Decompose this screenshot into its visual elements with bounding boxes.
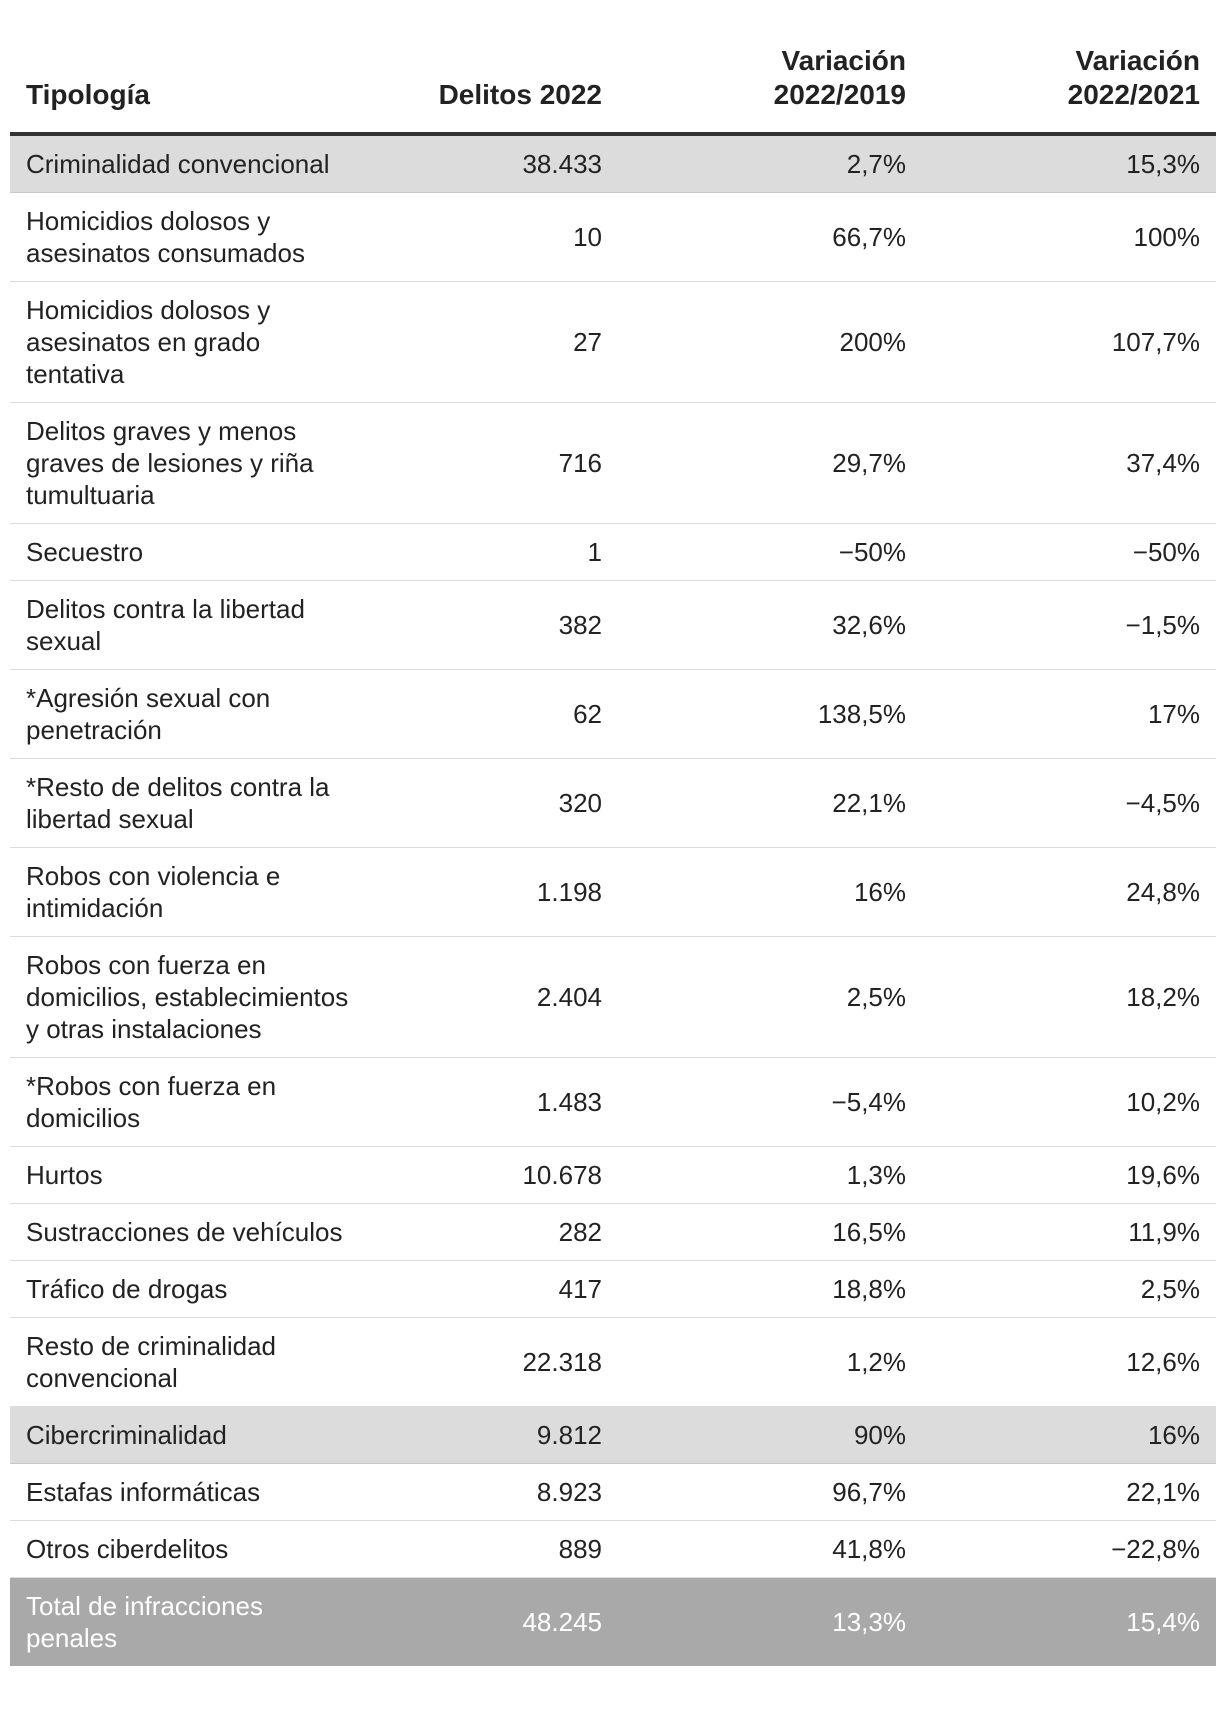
cell-variacion-2022-2019: 96,7% xyxy=(618,1464,922,1521)
group-row xyxy=(10,134,1216,193)
cell-variacion-2022-2021: −22,8% xyxy=(922,1521,1216,1578)
cell-tipologia: Hurtos xyxy=(10,1147,390,1204)
cell-delitos-2022: 1.483 xyxy=(390,1058,618,1147)
cell-variacion-2022-2021: 12,6% xyxy=(922,1318,1216,1407)
table-row xyxy=(10,403,1216,524)
cell-variacion-2022-2019: 1,2% xyxy=(618,1318,922,1407)
cell-tipologia: Tráfico de drogas xyxy=(10,1261,390,1318)
cell-tipologia: Criminalidad convencional xyxy=(10,134,390,193)
cell-variacion-2022-2021: 24,8% xyxy=(922,848,1216,937)
cell-variacion-2022-2021: −4,5% xyxy=(922,759,1216,848)
cell-variacion-2022-2019: 1,3% xyxy=(618,1147,922,1204)
table-row xyxy=(10,193,1216,282)
cell-variacion-2022-2019: −50% xyxy=(618,524,922,581)
cell-tipologia: Homicidios dolosos y asesinatos en grado tentativa xyxy=(10,282,390,403)
table-header xyxy=(10,40,1216,134)
table-row xyxy=(10,581,1216,670)
table-body xyxy=(10,134,1216,1666)
cell-tipologia: Resto de criminalidad convencional xyxy=(10,1318,390,1407)
table-row xyxy=(10,670,1216,759)
header-variacion-2022-2019: Variación 2022/2019 xyxy=(618,40,922,134)
cell-variacion-2022-2021: 19,6% xyxy=(922,1147,1216,1204)
cell-variacion-2022-2019: 66,7% xyxy=(618,193,922,282)
cell-tipologia: Otros ciberdelitos xyxy=(10,1521,390,1578)
table-row xyxy=(10,1318,1216,1407)
cell-variacion-2022-2019: 41,8% xyxy=(618,1521,922,1578)
header-delitos-2022: Delitos 2022 xyxy=(390,40,618,134)
cell-variacion-2022-2019: 18,8% xyxy=(618,1261,922,1318)
cell-delitos-2022: 10 xyxy=(390,193,618,282)
cell-tipologia: Sustracciones de vehículos xyxy=(10,1204,390,1261)
total-row xyxy=(10,1578,1216,1667)
cell-variacion-2022-2019: 29,7% xyxy=(618,403,922,524)
cell-delitos-2022: 10.678 xyxy=(390,1147,618,1204)
table-row xyxy=(10,1204,1216,1261)
table-row xyxy=(10,1261,1216,1318)
cell-variacion-2022-2019: 138,5% xyxy=(618,670,922,759)
cell-variacion-2022-2019: 2,5% xyxy=(618,937,922,1058)
table-row xyxy=(10,848,1216,937)
cell-variacion-2022-2019: 2,7% xyxy=(618,134,922,193)
cell-variacion-2022-2021: 37,4% xyxy=(922,403,1216,524)
cell-delitos-2022: 1.198 xyxy=(390,848,618,937)
cell-delitos-2022: 320 xyxy=(390,759,618,848)
cell-variacion-2022-2021: 15,3% xyxy=(922,134,1216,193)
table-row xyxy=(10,1464,1216,1521)
cell-delitos-2022: 38.433 xyxy=(390,134,618,193)
cell-variacion-2022-2021: −50% xyxy=(922,524,1216,581)
cell-tipologia: Robos con violencia e intimidación xyxy=(10,848,390,937)
cell-variacion-2022-2019: 200% xyxy=(618,282,922,403)
cell-variacion-2022-2019: −5,4% xyxy=(618,1058,922,1147)
header-variacion-2022-2021: Variación 2022/2021 xyxy=(922,40,1216,134)
cell-tipologia: Delitos graves y menos graves de lesiones y riña tumultuaria xyxy=(10,403,390,524)
table-row xyxy=(10,1147,1216,1204)
cell-tipologia: Robos con fuerza en domicilios, establecimientos y otras instalaciones xyxy=(10,937,390,1058)
table-row xyxy=(10,759,1216,848)
cell-delitos-2022: 22.318 xyxy=(390,1318,618,1407)
header-tipologia: Tipología xyxy=(10,40,390,134)
cell-tipologia: Estafas informáticas xyxy=(10,1464,390,1521)
cell-variacion-2022-2019: 32,6% xyxy=(618,581,922,670)
cell-variacion-2022-2021: 107,7% xyxy=(922,282,1216,403)
cell-variacion-2022-2019: 90% xyxy=(618,1407,922,1464)
cell-tipologia: *Resto de delitos contra la libertad sexual xyxy=(10,759,390,848)
cell-delitos-2022: 282 xyxy=(390,1204,618,1261)
cell-delitos-2022: 62 xyxy=(390,670,618,759)
table-row xyxy=(10,1521,1216,1578)
cell-variacion-2022-2021: 15,4% xyxy=(922,1578,1216,1667)
cell-variacion-2022-2021: 17% xyxy=(922,670,1216,759)
cell-variacion-2022-2021: 18,2% xyxy=(922,937,1216,1058)
cell-variacion-2022-2021: 22,1% xyxy=(922,1464,1216,1521)
cell-variacion-2022-2021: 2,5% xyxy=(922,1261,1216,1318)
cell-delitos-2022: 716 xyxy=(390,403,618,524)
cell-tipologia: Total de infracciones penales xyxy=(10,1578,390,1667)
cell-delitos-2022: 9.812 xyxy=(390,1407,618,1464)
cell-variacion-2022-2019: 13,3% xyxy=(618,1578,922,1667)
cell-variacion-2022-2021: 100% xyxy=(922,193,1216,282)
cell-variacion-2022-2019: 16,5% xyxy=(618,1204,922,1261)
cell-variacion-2022-2021: 10,2% xyxy=(922,1058,1216,1147)
cell-variacion-2022-2021: −1,5% xyxy=(922,581,1216,670)
cell-tipologia: Secuestro xyxy=(10,524,390,581)
table-row xyxy=(10,1058,1216,1147)
cell-variacion-2022-2021: 11,9% xyxy=(922,1204,1216,1261)
cell-delitos-2022: 889 xyxy=(390,1521,618,1578)
cell-tipologia: Delitos contra la libertad sexual xyxy=(10,581,390,670)
cell-tipologia: Homicidios dolosos y asesinatos consumados xyxy=(10,193,390,282)
cell-delitos-2022: 417 xyxy=(390,1261,618,1318)
cell-delitos-2022: 2.404 xyxy=(390,937,618,1058)
cell-variacion-2022-2019: 16% xyxy=(618,848,922,937)
cell-delitos-2022: 1 xyxy=(390,524,618,581)
cell-variacion-2022-2021: 16% xyxy=(922,1407,1216,1464)
group-row xyxy=(10,1407,1216,1464)
cell-delitos-2022: 382 xyxy=(390,581,618,670)
cell-delitos-2022: 48.245 xyxy=(390,1578,618,1667)
table-row xyxy=(10,282,1216,403)
table-row xyxy=(10,937,1216,1058)
cell-delitos-2022: 8.923 xyxy=(390,1464,618,1521)
cell-delitos-2022: 27 xyxy=(390,282,618,403)
cell-tipologia: *Agresión sexual con penetración xyxy=(10,670,390,759)
crime-statistics-table xyxy=(10,40,1216,1666)
crime-table-container xyxy=(10,40,1216,1666)
cell-tipologia: *Robos con fuerza en domicilios xyxy=(10,1058,390,1147)
table-row xyxy=(10,524,1216,581)
cell-variacion-2022-2019: 22,1% xyxy=(618,759,922,848)
cell-tipologia: Cibercriminalidad xyxy=(10,1407,390,1464)
header-row xyxy=(10,40,1216,134)
